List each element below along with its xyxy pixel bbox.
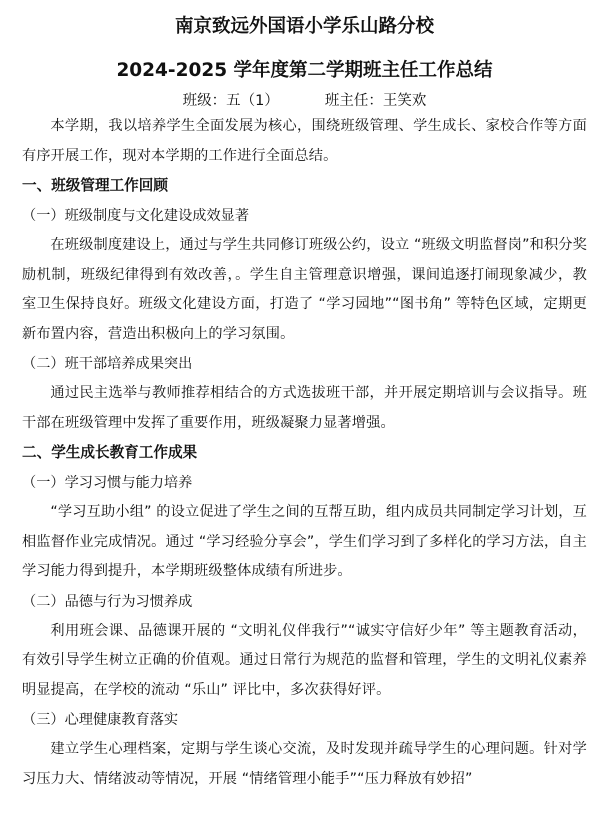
school-name: 南京致远外国语小学乐山路分校 [174,16,434,37]
teacher-label: 班主任：王笑欢 [324,93,427,109]
body-paragraph: 在班级制度建设上，通过与学生共同修订班级公约，设立 “班级文明监督岗”和积分奖励机制，班级纪律得到有效改善，。学生自主管理意识增强，课间追逐打闹现象减少，教室卫生保持良好。班级文化建设方面，打造了 “学习园地”“图书角” 等特色区域，定期更新布置内容，营造出积极向上的学习氛围。 [22,237,587,342]
document-title: 2024-2025 学年度第二学期班主任工作总结 [116,60,493,81]
subsection-heading: （二）班干部培养成果突出 [22,356,193,372]
subsection-heading: （二）品德与行为习惯养成 [22,593,193,610]
class-label: 班级：五（1） [182,93,279,109]
body-paragraph: 通过民主选举与教师推荐相结合的方式选拔班干部，并开展定期培训与会议指导。班干部在班级管理中发挥了重要作用，班级凝聚力显著增强。 [22,385,587,431]
subsection-heading: （一）班级制度与文化建设成效显著 [22,208,250,224]
subsection-heading: （三）心理健康教育落实 [22,712,179,728]
body-paragraph: 建立学生心理档案，定期与学生谈心交流，及时发现并疏导学生的心理问题。针对学习压力大、情绪波动等情况，开展 “情绪管理小能手”“压力释放有妙招” [22,741,587,787]
body-paragraph: 利用班会课、品德课开展的 “文明礼仪伴我行”“诚实守信好少年” 等主题教育活动，有效引导学生树立正确的价值观。通过日常行为规范的监督和管理，学生的文明礼仪素养明显提高，在学校的流动 “乐山” 评比中，多次获得好评。 [22,622,587,698]
section-heading: 二、学生成长教育工作成果 [22,444,198,461]
intro-paragraph: 本学期，我以培养学生全面发展为核心，围绕班级管理、学生成长、家校合作等方面有序开展工作，现对本学期的工作进行全面总结。 [22,118,587,164]
subsection-heading: （一）学习习惯与能力培养 [22,475,193,491]
body-paragraph: “学习互助小组” 的设立促进了学生之间的互帮互助，组内成员共同制定学习计划，互相监督作业完成情况。通过 “学习经验分享会”，学生们学习到了多样化的学习方法，自主学习能力得到提升，本学期班级整体成绩有所进步。 [22,504,587,579]
class-info-line [22,90,587,112]
section-heading: 一、班级管理工作回顾 [22,177,168,194]
